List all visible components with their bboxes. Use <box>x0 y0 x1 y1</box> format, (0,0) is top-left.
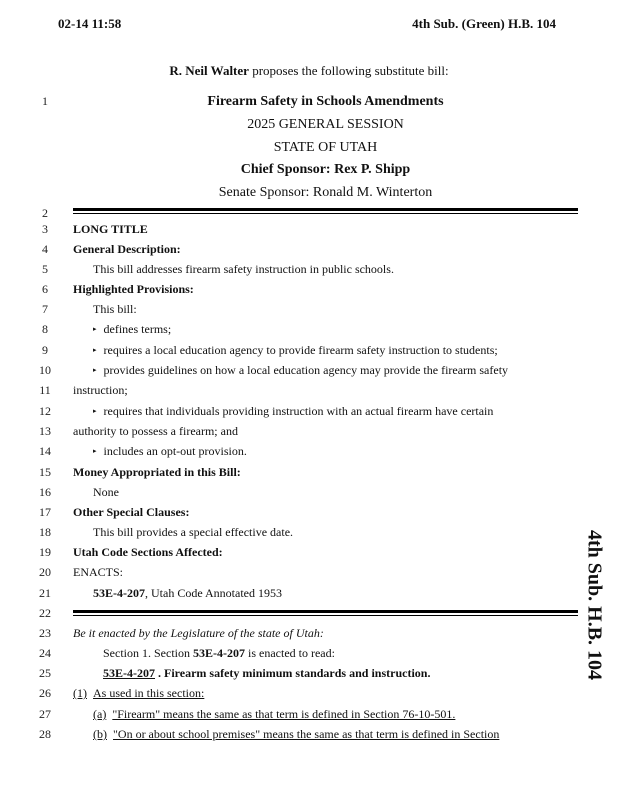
line-number: 25 <box>39 666 51 680</box>
line-number: 16 <box>39 485 51 499</box>
bill-title: Firearm Safety in Schools Amendments <box>207 94 444 109</box>
line-number: 10 <box>39 363 51 377</box>
bullet-icon: ▸ <box>93 407 97 415</box>
provision-item: ▸ requires that individuals providing instruction with an actual firearm have certain <box>93 404 494 418</box>
line-number: 17 <box>39 505 51 519</box>
general-description-heading: General Description: <box>73 242 181 256</box>
line-number: 11 <box>39 383 51 397</box>
double-rule-divider <box>73 610 578 616</box>
provision-item: ▸ includes an opt-out provision. <box>93 444 247 458</box>
line-number: 20 <box>39 565 51 579</box>
double-rule-divider <box>73 208 578 214</box>
line-number: 14 <box>39 444 51 458</box>
line-number: 27 <box>39 707 51 721</box>
subsection-1: (1) As used in this section: <box>73 686 205 700</box>
section-enactment-line: Section 1. Section 53E-4-207 is enacted to read: <box>103 646 335 660</box>
header-bill-id: 4th Sub. (Green) H.B. 104 <box>412 16 556 31</box>
line-number: 26 <box>39 686 51 700</box>
long-title-heading: LONG TITLE <box>73 222 148 236</box>
session: 2025 GENERAL SESSION <box>247 117 404 132</box>
special-clauses-heading: Other Special Clauses: <box>73 505 190 519</box>
line-number: 6 <box>42 282 48 296</box>
line-number: 2 <box>42 206 48 220</box>
state: STATE OF UTAH <box>273 140 378 155</box>
line-number: 28 <box>39 727 51 741</box>
line-number: 15 <box>39 465 51 479</box>
provision-item: ▸ defines terms; <box>93 322 172 336</box>
line-number: 3 <box>42 222 48 236</box>
money-heading: Money Appropriated in this Bill: <box>73 465 241 479</box>
line-number: 19 <box>39 545 51 559</box>
bullet-icon: ▸ <box>93 447 97 455</box>
line-number: 1 <box>42 94 48 108</box>
section-heading-code: 53E-4-207 <box>103 666 155 680</box>
chief-sponsor: Chief Sponsor: Rex P. Shipp <box>240 162 411 177</box>
bullet-icon: ▸ <box>93 325 97 333</box>
enacting-clause: Be it enacted by the Legislature of the state of Utah: <box>73 626 324 640</box>
bullet-icon: ▸ <box>93 346 97 354</box>
line-number: 12 <box>39 404 51 418</box>
code-section-entry: 53E-4-207, Utah Code Annotated 1953 <box>93 586 282 600</box>
line-number: 9 <box>42 343 48 357</box>
line-number: 23 <box>39 626 51 640</box>
section-code: 53E-4-207 <box>193 646 245 660</box>
proposer-text: proposes the following substitute bill: <box>248 63 449 78</box>
bullet-icon: ▸ <box>93 366 97 374</box>
line-number: 4 <box>42 242 48 256</box>
provision-continuation: instruction; <box>73 383 128 397</box>
line-number: 18 <box>39 525 51 539</box>
this-bill-label: This bill: <box>93 302 137 316</box>
provision-item: ▸ provides guidelines on how a local education agency may provide the firearm safety <box>93 363 509 377</box>
proposer-line <box>0 63 618 79</box>
general-description: This bill addresses firearm safety instruction in public schools. <box>93 262 394 276</box>
subsection-1a: (a) "Firearm" means the same as that term is defined in Section 76-10-501. <box>93 707 456 721</box>
highlighted-provisions-heading: Highlighted Provisions: <box>73 282 194 296</box>
subsection-1b: (b) "On or about school premises" means the same as that term is defined in Section <box>93 727 500 741</box>
code-sections-heading: Utah Code Sections Affected: <box>73 545 223 559</box>
line-number: 13 <box>39 424 51 438</box>
side-bill-label: 4th Sub. H.B. 104 <box>583 529 606 681</box>
header-timestamp: 02-14 11:58 <box>58 16 122 31</box>
section-heading: 53E-4-207 . Firearm safety minimum standards and instruction. <box>103 666 431 680</box>
enacts-label: ENACTS: <box>73 565 124 579</box>
line-number: 22 <box>39 606 51 620</box>
money-value: None <box>93 485 119 499</box>
senate-sponsor: Senate Sponsor: Ronald M. Winterton <box>218 185 433 200</box>
line-number: 8 <box>42 322 48 336</box>
line-number: 21 <box>39 586 51 600</box>
line-number: 7 <box>42 302 48 316</box>
provision-item: ▸ requires a local education agency to provide firearm safety instruction to students; <box>93 343 498 357</box>
proposer-name: R. Neil Walter <box>169 63 249 78</box>
provision-continuation: authority to possess a firearm; and <box>73 424 238 438</box>
line-number: 5 <box>42 262 48 276</box>
line-number: 24 <box>39 646 51 660</box>
special-clauses-text: This bill provides a special effective date. <box>93 525 294 539</box>
code-section-number: 53E-4-207 <box>93 586 145 600</box>
